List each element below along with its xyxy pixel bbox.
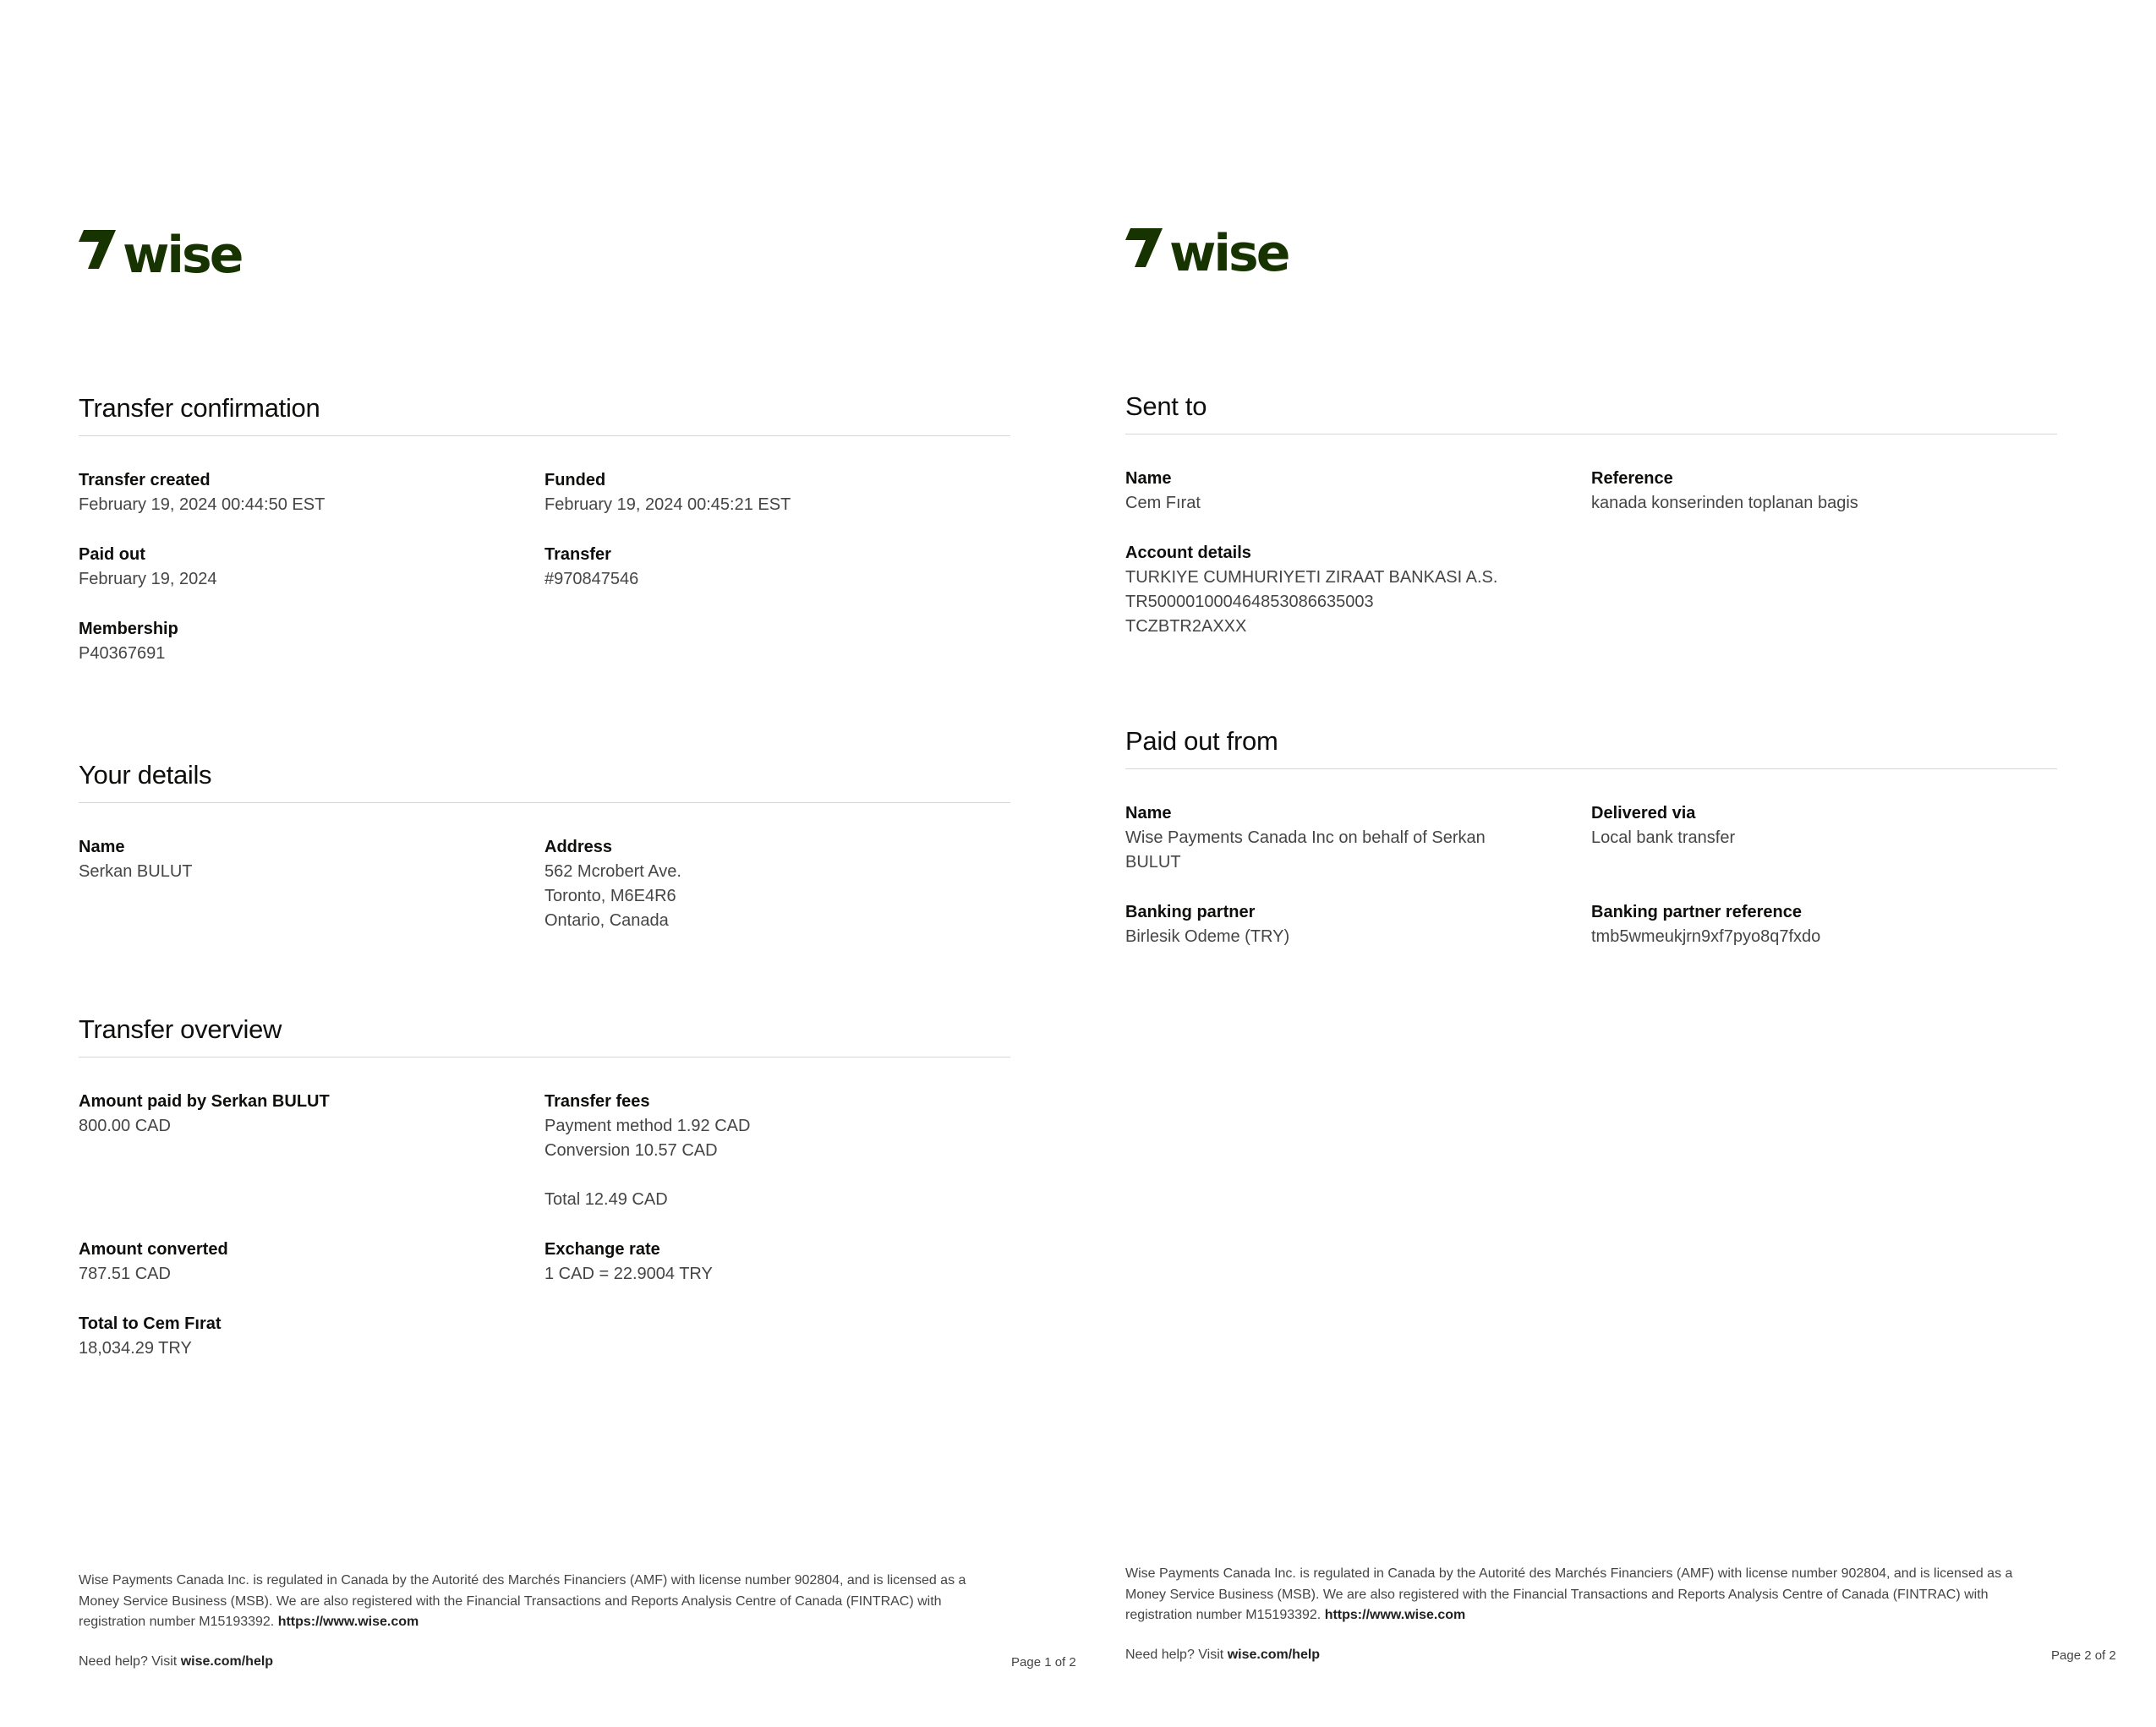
wise-logo <box>79 226 242 285</box>
field-value: February 19, 2024 00:45:21 EST <box>544 495 791 514</box>
section-title: Paid out from <box>1125 726 2057 769</box>
help-line <box>79 1654 273 1670</box>
transfer-id-field <box>544 543 1010 592</box>
amount-converted-field <box>79 1238 544 1287</box>
field-label: Paid out <box>79 545 145 564</box>
funded-field <box>544 468 1010 517</box>
field-value: 800.00 CAD <box>79 1117 171 1135</box>
help-link[interactable]: wise.com/help <box>1227 1648 1321 1662</box>
paid-out-field <box>79 543 544 592</box>
field-label: Exchange rate <box>544 1240 660 1259</box>
field-label: Transfer created <box>79 471 211 489</box>
name-field <box>79 835 544 933</box>
field-label: Name <box>1125 804 1172 823</box>
your-details-section <box>79 760 1010 933</box>
address-line: Ontario, Canada <box>544 911 669 930</box>
transfer-confirmation-section <box>79 393 1010 666</box>
page-2 <box>1047 0 2125 1727</box>
field-value: Cem Fırat <box>1125 494 1201 512</box>
help-link[interactable]: wise.com/help <box>180 1654 274 1669</box>
banking-partner-reference-field <box>1591 900 2057 949</box>
field-value: kanada konserinden toplanan bagis <box>1591 494 1858 512</box>
regulatory-notice <box>79 1571 1009 1633</box>
field-value: 1 CAD = 22.9004 TRY <box>544 1265 713 1283</box>
field-value: February 19, 2024 00:44:50 EST <box>79 495 326 514</box>
fee-total: Total 12.49 CAD <box>544 1190 668 1209</box>
regulatory-notice <box>1125 1564 2055 1626</box>
total-to-recipient-field <box>79 1312 544 1361</box>
field-value: 787.51 CAD <box>79 1265 171 1283</box>
amount-paid-field <box>79 1090 544 1212</box>
field-value: 18,034.29 TRY <box>79 1339 192 1358</box>
section-title: Transfer overview <box>79 1014 1010 1058</box>
field-value: Birlesik Odeme (TRY) <box>1125 927 1290 946</box>
sent-to-section <box>1125 391 2057 639</box>
field-label: Funded <box>544 471 606 489</box>
field-value: Wise Payments Canada Inc on behalf of Serkan BULUT <box>1125 828 1486 872</box>
field-label: Total to Cem Fırat <box>79 1314 222 1333</box>
field-label: Reference <box>1591 469 1673 488</box>
banking-partner-field <box>1125 900 1591 949</box>
wise-flag-icon <box>1125 228 1163 267</box>
regulatory-text: Wise Payments Canada Inc. is regulated in Canada by the Autorité des Marchés Financiers (AMF) with license number 902804, and is licensed as a Money Service Business (MSB). We are also registered with the Financial Transactions and Reports Analysis Centre of Canada (FINTRAC) with registration number M15193392. <box>1125 1566 2013 1622</box>
help-line <box>1125 1648 1320 1663</box>
membership-field <box>79 617 544 666</box>
address-field <box>544 835 1010 933</box>
section-title: Sent to <box>1125 391 2057 434</box>
transfer-fees-field <box>544 1090 1010 1212</box>
transfer-created-field <box>79 468 544 517</box>
field-value: tmb5wmeukjrn9xf7pyo8q7fxdo <box>1591 927 1821 946</box>
field-label: Banking partner reference <box>1591 903 1802 921</box>
account-details-field <box>1125 541 1591 639</box>
payer-name-field <box>1125 801 1591 875</box>
section-title: Transfer confirmation <box>79 393 1010 436</box>
fee-line: Conversion 10.57 CAD <box>544 1141 718 1160</box>
delivered-via-field <box>1591 801 2057 875</box>
field-label: Transfer <box>544 545 611 564</box>
field-value: P40367691 <box>79 644 166 663</box>
field-label: Delivered via <box>1591 804 1696 823</box>
reference-field <box>1591 467 2057 516</box>
transfer-overview-section <box>79 1014 1010 1361</box>
address-line: 562 Mcrobert Ave. <box>544 862 681 881</box>
bank-name: TURKIYE CUMHURIYETI ZIRAAT BANKASI A.S. <box>1125 568 1498 587</box>
help-prefix: Need help? Visit <box>79 1654 178 1669</box>
field-value: February 19, 2024 <box>79 570 217 588</box>
section-title: Your details <box>79 760 1010 803</box>
page-number: Page 2 of 2 <box>2051 1648 2116 1663</box>
field-label: Membership <box>79 620 178 638</box>
iban: TR500001000464853086635003 <box>1125 593 1374 611</box>
fee-line: Payment method 1.92 CAD <box>544 1117 751 1135</box>
field-label: Account details <box>1125 544 1251 562</box>
wise-website-link[interactable]: https://www.wise.com <box>277 1615 419 1629</box>
regulatory-text: Wise Payments Canada Inc. is regulated in Canada by the Autorité des Marchés Financiers (AMF) with license number 902804, and is licensed as a Money Service Business (MSB). We are also registered with the Financial Transactions and Reports Analysis Centre of Canada (FINTRAC) with registration number M15193392. <box>79 1573 966 1629</box>
page-number: Page 1 of 2 <box>1011 1655 1076 1670</box>
field-label: Transfer fees <box>544 1092 650 1111</box>
wise-website-link[interactable]: https://www.wise.com <box>1324 1608 1466 1622</box>
recipient-name-field <box>1125 467 1591 516</box>
field-label: Amount paid by Serkan BULUT <box>79 1092 330 1111</box>
paid-out-from-section <box>1125 726 2057 949</box>
wise-wordmark: wise <box>123 226 242 285</box>
field-label: Name <box>1125 469 1172 488</box>
field-label: Amount converted <box>79 1240 228 1259</box>
field-value: Local bank transfer <box>1591 828 1736 847</box>
wise-wordmark: wise <box>1169 224 1289 283</box>
field-label: Name <box>79 838 125 856</box>
field-value: #970847546 <box>544 570 639 588</box>
address-line: Toronto, M6E4R6 <box>544 887 676 905</box>
field-label: Address <box>544 838 613 856</box>
field-value: Serkan BULUT <box>79 862 193 881</box>
wise-flag-icon <box>79 230 116 269</box>
wise-logo <box>1125 224 1289 283</box>
exchange-rate-field <box>544 1238 1010 1287</box>
help-prefix: Need help? Visit <box>1125 1648 1224 1662</box>
field-label: Banking partner <box>1125 903 1256 921</box>
swift-code: TCZBTR2AXXX <box>1125 617 1247 636</box>
